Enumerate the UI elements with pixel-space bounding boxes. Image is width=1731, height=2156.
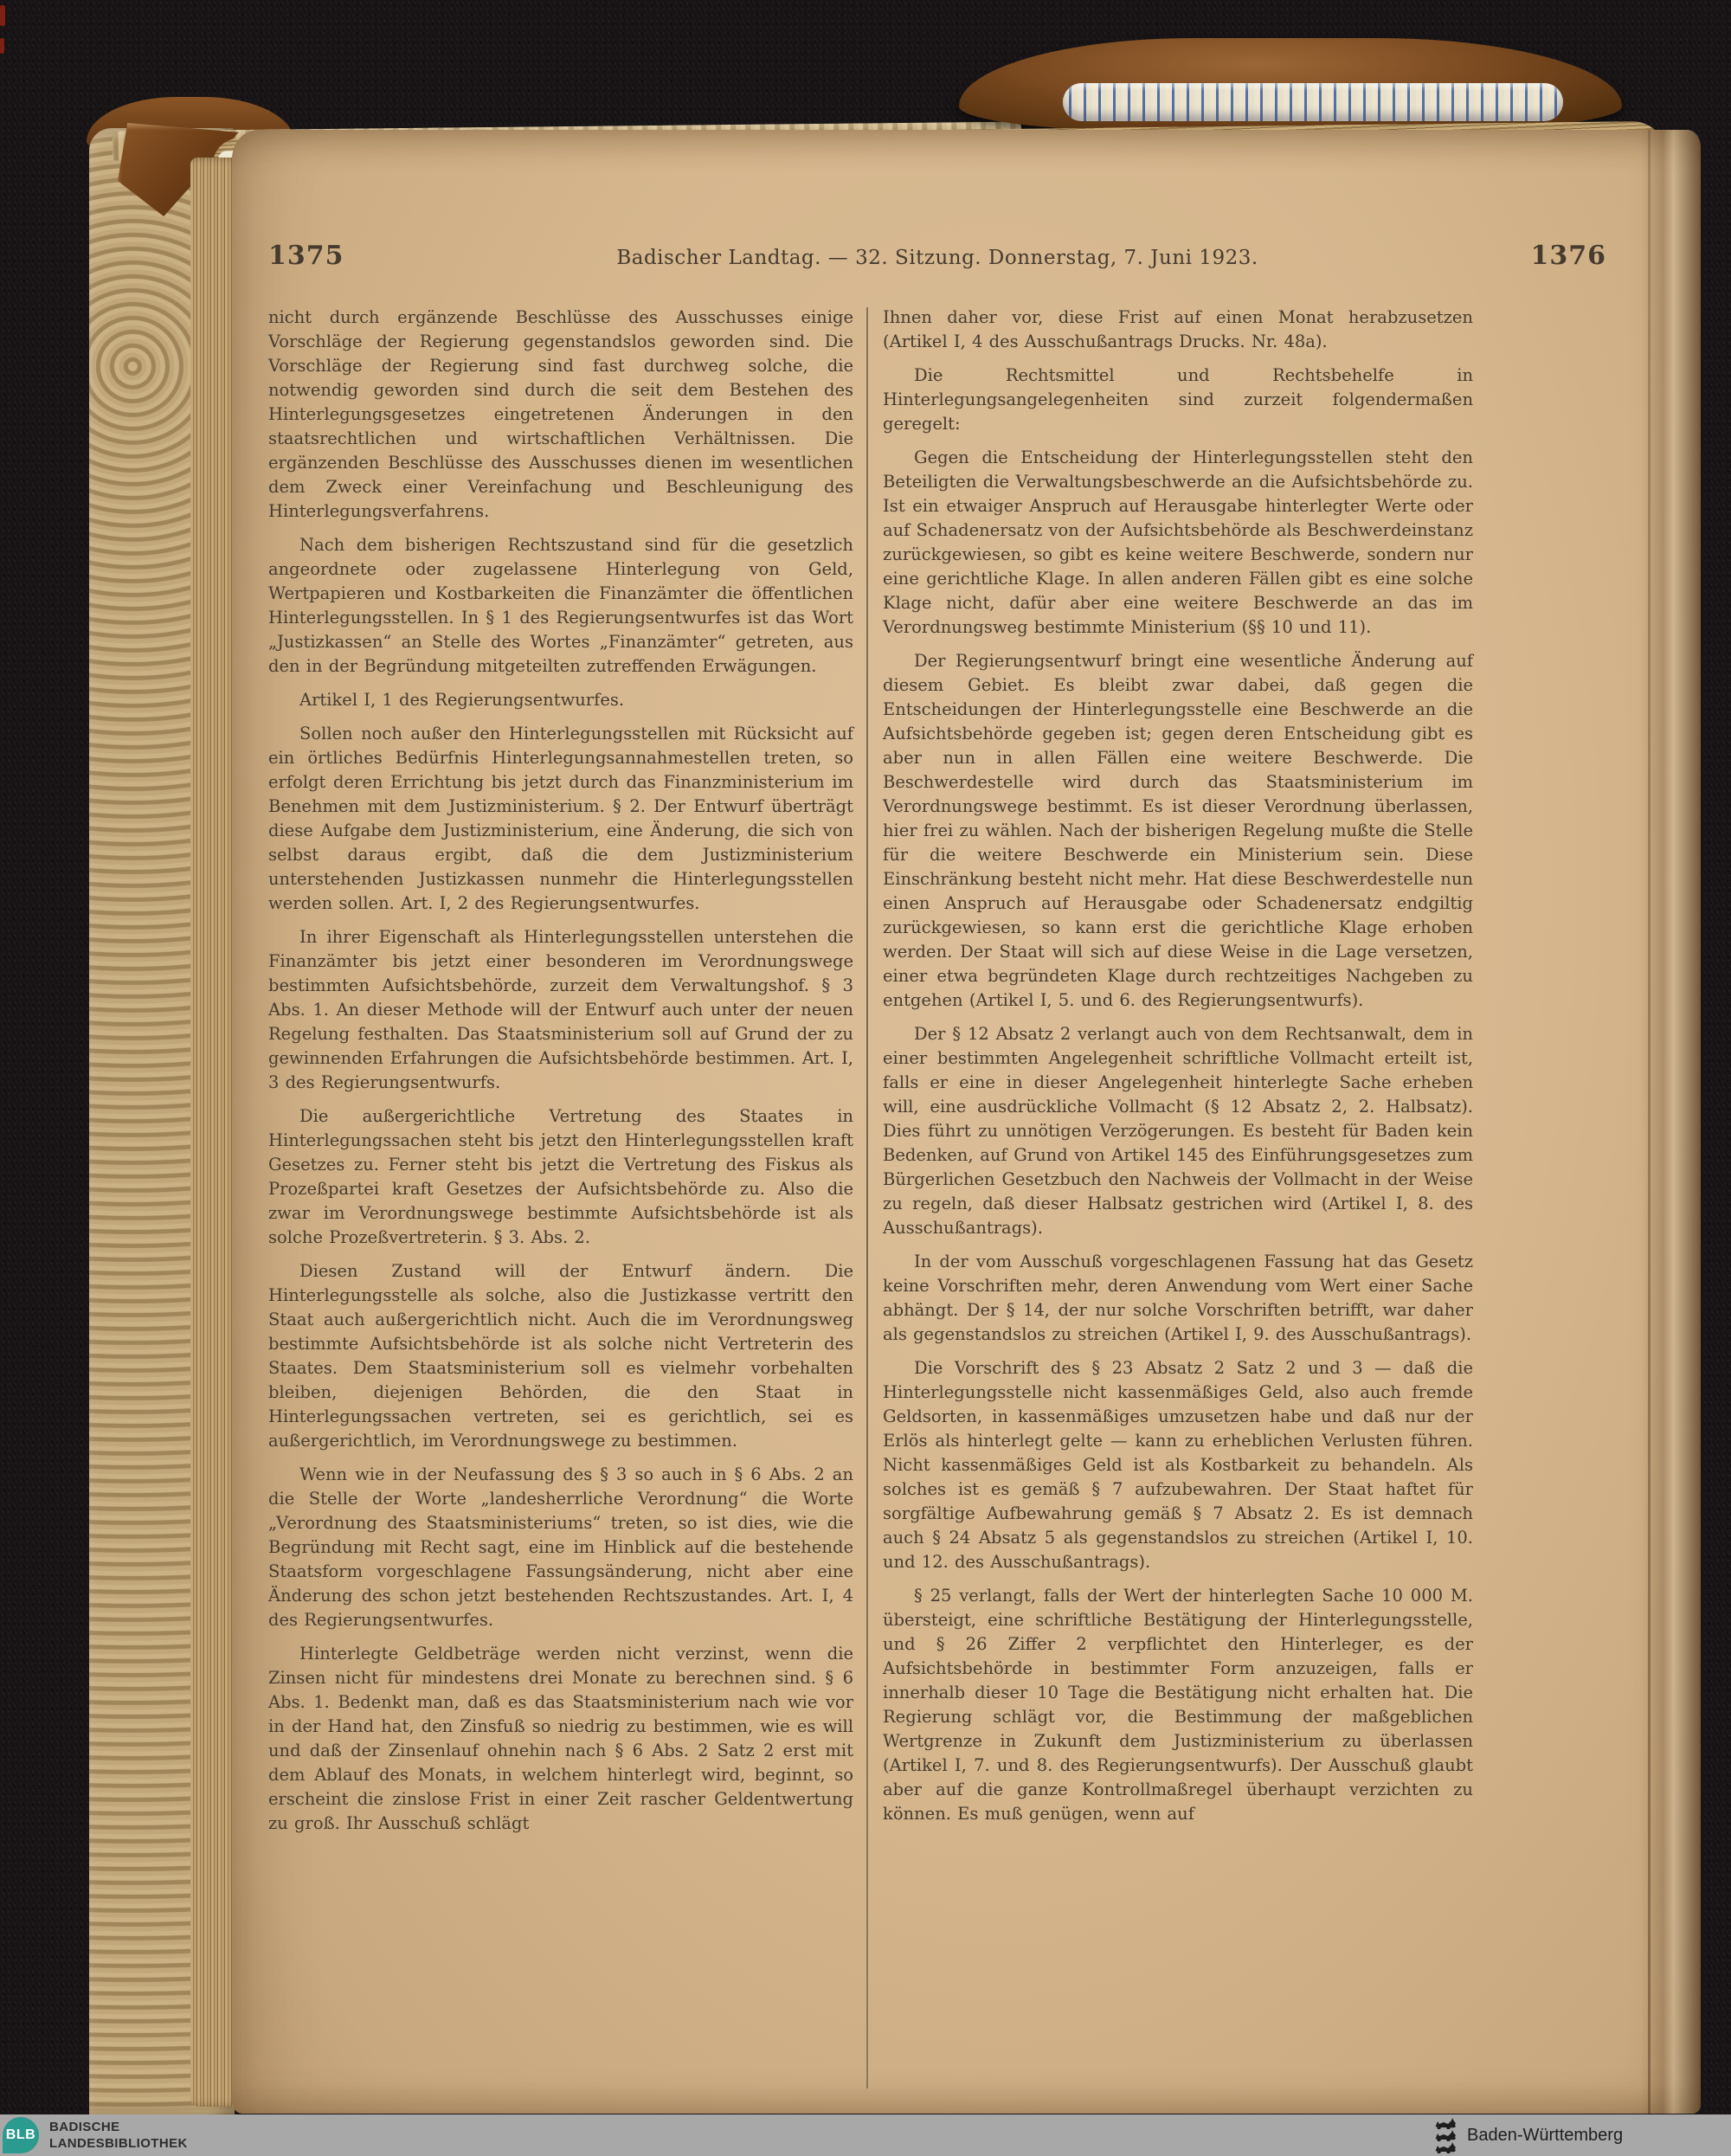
library-footer-bar xyxy=(0,2114,1731,2156)
paragraph: Wenn wie in der Neufassung des § 3 so auch in § 6 Abs. 2 an die Stelle der Worte „landesherrliche Verordnung“ die Worte „Verordnung des Staatsministeriums“ treten, so ist dies, wie die Begründung mit Recht sagt, eine im Hinblick auf die bestehende Staatsform vorgeschlagene Fassungsänderung, nicht aber eine Änderung des schon jetzt bestehenden Rechtszustandes. Art. I, 4 des Regierungsentwurfes. xyxy=(268,1464,853,1630)
paragraph: Sollen noch außer den Hinterlegungsstellen mit Rücksicht auf ein örtliches Bedürfnis Hinterlegungsannahmestellen treten, so erfolgt deren Errichtung bis jetzt durch das Finanzministerium im Benehmen mit dem Justizministerium. § 2. Der Entwurf überträgt diese Aufgabe dem Justizministerium, eine Änderung, die sich von selbst daraus ergibt, daß die dem Justizministerium unterstehenden Justizkassen nunmehr die Hinterlegungsstellen werden sollen. Art. I, 2 des Regierungsentwurfes. xyxy=(268,724,853,913)
photo-edge-artifact xyxy=(0,5,5,26)
paragraph: Diesen Zustand will der Entwurf ändern. Die Hinterlegungsstelle als solche, also die Justizkasse vertritt den Staat auch außergerichtlich nicht. Auch die im Verordnungsweg bestimmte Aufsichtsbehörde ist als solche nicht Vertreterin des Staates. Dem Staatsministerium soll es vielmehr vorbehalten bleiben, diejenigen Behörden, die den Staat in Hinterlegungssachen vertreten, sei es gerichtlich, sei es außergerichtlich, im Verordnungswege zu bestimmen. xyxy=(268,1261,853,1451)
paragraph: In der vom Ausschuß vorgeschlagenen Fassung hat das Gesetz keine Vorschriften mehr, deren Anwendung vom Wert einer Sache abhängt. Der § 14, der nur solche Vorschriften betrifft, war daher als gegenstandslos zu streichen (Artikel I, 9. des Ausschußantrags). xyxy=(883,1252,1473,1344)
running-header xyxy=(268,241,1606,271)
paragraph: Nach dem bisherigen Rechtszustand sind für die gesetzlich angeordnete oder zugelassene Hinterlegung von Geld, Wertpapieren und Kostbarkeiten die Finanzämter die öffentlichen Hinterlegungsstellen. In § 1 des Regierungsentwurfes ist das Wort „Justizkassen“ an Stelle des Wortes „Finanzämter“ getreten, aus den in der Begründung mitgeteilten zutreffenden Erwägungen. xyxy=(268,535,853,676)
library-name xyxy=(49,2119,188,2152)
book-endband-striped xyxy=(1063,83,1563,121)
text-column-left xyxy=(268,306,853,1845)
paragraph: Artikel I, 1 des Regierungsentwurfes. xyxy=(299,690,625,710)
page-fold-shadow xyxy=(1640,130,1701,2114)
page-number-right: 1376 xyxy=(1530,241,1606,271)
text-column-right xyxy=(883,306,1473,1836)
page-number-left: 1375 xyxy=(268,241,344,271)
state-name-label: Baden-Württemberg xyxy=(1467,2125,1624,2145)
paragraph: Die Vorschrift des § 23 Absatz 2 Satz 2 und 3 — daß die Hinterlegungsstelle nicht kassenmäßiges Geld, also auch fremde Geldsorten, in kassenmäßiges umzusetzen habe und daß nur der Erlös als hinterlegt gelte — kann zu erheblichen Verlusten führen. Nicht kassenmäßiges Geld ist als Kostbarkeit zu behandeln. Als solches ist es gemäß § 7 aufzubewahren. Der Staat haftet für sorgfältige Aufbewahrung gemäß § 7 Absatz 2. Es ist demnach auch § 24 Absatz 5 als gegenstandslos zu streichen (Artikel I, 10. und 12. des Ausschußantrags). xyxy=(883,1358,1473,1572)
paragraph: Ihnen daher vor, diese Frist auf einen Monat herabzusetzen (Artikel I, 4 des Ausschußantrags Drucks. Nr. 48a). xyxy=(883,307,1473,351)
library-name-line1: BADISCHE xyxy=(49,2120,120,2134)
paragraph: In ihrer Eigenschaft als Hinterlegungsstellen unterstehen die Finanzämter bis jetzt einer besonderen im Verordnungswege bestimmten Aufsichtsbehörde, zurzeit dem Verwaltungshof. § 3 Abs. 1. An dieser Methode will der Entwurf auch unter der neuen Regelung festhalten. Das Staatsministerium soll auf Grund der zu gewinnenden Erfahrungen die Aufsichtsbehörde bestimmen. Art. I, 3 des Regierungsentwurfs. xyxy=(268,927,853,1092)
running-header-title: Badischer Landtag. — 32. Sitzung. Donnerstag, 7. Juni 1923. xyxy=(616,247,1258,269)
blb-logo-text: BLB xyxy=(5,2127,36,2142)
state-branding xyxy=(1432,2114,1623,2156)
paragraph: § 25 verlangt, falls der Wert der hinterlegten Sache 10 000 M. übersteigt, eine schriftliche Bestätigung der Hinterlegungsstelle, und § 26 Ziffer 2 verpflichtet den Hinterleger, es der Aufsichtsbehörde in bestimmter Form anzuzeigen, falls er innerhalb dieser 10 Tage die Bestätigung nicht erhalten hat. Die Regierung schlägt vor, die Bestimmung der maßgeblichen Wertgrenze in Zukunft dem Justizministerium zu überlassen (Artikel I, 7. und 8. des Regierungsentwurfs). Der Ausschuß glaubt aber auf die ganze Kontrollmaßregel überhaupt verzichten zu können. Es muß genügen, wenn auf xyxy=(883,1586,1473,1824)
photo-edge-artifact xyxy=(0,38,4,54)
paragraph: Der § 12 Absatz 2 verlangt auch von dem Rechtsanwalt, dem in einer bestimmten Angelegenheit schriftliche Vollmacht erteilt ist, falls er eine in dieser Angelegenheit hinterlegte Sache erheben will, eine ausdrückliche Vollmacht (§ 12 Absatz 2, 2. Halbsatz). Dies führt zu unnötigen Verzögerungen. Es besteht für Baden kein Bedenken, auf Grund von Artikel 145 des Einführungsgesetzes zum Bürgerlichen Gesetzbuch den Nachweis der Vollmacht in der Weise zu regeln, daß dieser Halbsatz gestrichen wird (Artikel I, 8. des Ausschußantrags). xyxy=(883,1024,1473,1238)
paragraph: Gegen die Entscheidung der Hinterlegungsstellen steht den Beteiligten die Verwaltungsbeschwerde an die Aufsichtsbehörde zu. Ist ein etwaiger Anspruch auf Herausgabe hinterlegter Werte oder auf Schadenersatz von der Aufsichtsbehörde als Beschwerdeinstanz zurückgewiesen, so gibt es keine weitere Beschwerde, sondern nur eine gerichtliche Klage. In allen anderen Fällen gibt es eine solche Klage nicht, dafür aber eine weitere Beschwerde an das im Verordnungsweg bestimmte Ministerium (§§ 10 und 11). xyxy=(883,447,1473,637)
column-divider-rule xyxy=(866,307,868,2088)
paragraph: Die außergerichtliche Vertretung des Staates in Hinterlegungssachen steht bis jetzt den Hinterlegungsstellen kraft Gesetzes zu. Ferner steht bis jetzt die Vertretung des Fiskus als Prozeßpartei kraft Gesetzes der Aufsichtsbehörde zu. Also die zwar im Verordnungswege bestimmte Aufsichtsbehörde ist als solche Prozeßvertreterin. § 3. Abs. 2. xyxy=(268,1106,853,1247)
library-name-line2: LANDESBIBLIOTHEK xyxy=(49,2136,188,2151)
baden-wuerttemberg-crest-icon xyxy=(1432,2117,1458,2153)
paragraph: Die Rechtsmittel und Rechtsbehelfe in Hinterlegungsangelegenheiten sind zurzeit folgendermaßen geregelt: xyxy=(883,365,1473,434)
paragraph: nicht durch ergänzende Beschlüsse des Ausschusses einige Vorschläge der Regierung gegenstandslos geworden sind. Die Vorschläge der Regierung sind fast durchweg solche, die notwendig geworden sind durch die seit dem Bestehen des Hinterlegungsgesetzes eingetretenen Änderungen in den staatsrechtlichen und wirtschaftlichen Verhältnissen. Die ergänzenden Beschlüsse des Ausschusses dienen im wesentlichen dem Zweck einer Vereinfachung und Beschleunigung des Hinterlegungsverfahrens. xyxy=(268,307,853,521)
paragraph: Der Regierungsentwurf bringt eine wesentliche Änderung auf diesem Gebiet. Es bleibt zwar dabei, daß gegen die Entscheidungen der Hinterlegungsstelle eine Beschwerde an die Aufsichtsbehörde gegeben ist; gegen deren Entscheidung gibt es aber nun in allen Fällen eine weitere Beschwerde. Die Beschwerdestelle wird durch das Staatsministerium im Verordnungswege bestimmt. Es ist dieser Verordnung überlassen, hier frei zu wählen. Nach der bisherigen Regelung mußte die Stelle für die weitere Beschwerde ein Ministerium sein. Diese Einschränkung besteht nicht mehr. Hat diese Beschwerdestelle nun einen Anspruch auf Herausgabe oder Schadenersatz endgiltig zurückgewiesen, so kann erst die gerichtliche Klage erhoben werden. Der Staat will sich auf diese Weise in die Lage versetzen, einer etwa begründeten Klage durch rechtzeitiges Nachgeben zu entgehen (Artikel I, 5. und 6. des Regierungsentwurfs). xyxy=(883,651,1473,1010)
blb-logo xyxy=(3,2117,39,2153)
paragraph: Hinterlegte Geldbeträge werden nicht verzinst, wenn die Zinsen nicht für mindestens drei Monate zu berechnen sind. § 6 Abs. 1. Bedenkt man, daß es das Staatsministerium nach wie vor in der Hand hat, den Zinsfuß so niedrig zu bestimmen, wie es will und daß der Zinsenlauf ohnehin nach § 6 Abs. 2 Satz 2 erst mit dem Ablauf des Monats, in welchem hinterlegt wird, beginnt, so erscheint die zinslose Frist in einer Zeit rascher Geldentwertung zu groß. Ihr Ausschuß schlägt xyxy=(268,1644,853,1833)
scanned-page xyxy=(232,130,1701,2114)
